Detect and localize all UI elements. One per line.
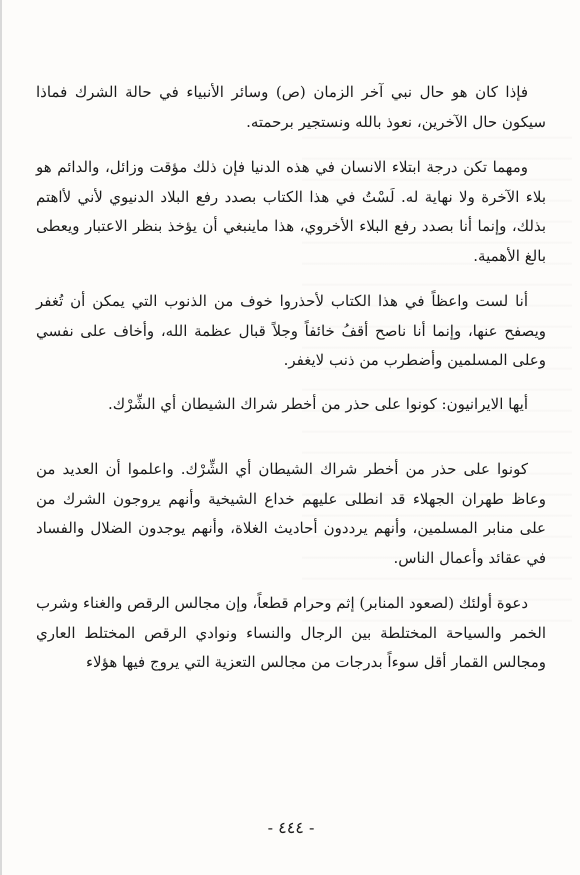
paragraph-4: أيها الايرانيون: كونوا على حذر من أخطر شراك الشيطان أي الشِّرْك. [108, 394, 528, 413]
paragraph-5: كونوا على حذر من أخطر شراك الشيطان أي الشِّرْك. واعلموا أن العديد من وعاظ طهران الجهلاء قد انطلى عليهم خداع الشيخية وأنهم يروجون الشرك من على منابر المسلمين، وأنهم يرددون أحاديث الغلاة، وأنهم يوجدون الضلال والفساد في عقائد وأعمال الناس. [36, 460, 546, 567]
body-text [36, 78, 546, 678]
paragraph-1: فإذا كان هو حال نبي آخر الزمان (ص) وسائر الأنبياء في حالة الشرك فماذا سيكون حال الآخرين، نعوذ بالله ونستجير برحمته. [36, 83, 546, 131]
paragraph-3: أنا لست واعظاً في هذا الكتاب لأحذروا خوف من الذنوب التي يمكن أن تُغفر ويصفح عنها، وإنما أنا ناصح أقفُ خائفاً وجلاً قبال عظمة الله، وأخاف على نفسي وعلى المسلمين وأضطرب من ذنب لايغفر. [36, 292, 546, 369]
page-number: - ٤٤٤ - [267, 818, 315, 837]
paragraph-6: دعوة أولئك (لصعود المنابر) إثم وحرام قطعاً، وإن مجالس الرقص والغناء وشرب الخمر والسياحة المختلطة بين الرجال والنساء ونوادي الرقص المختلط العاري ومجالس القمار أقل سوءاً بدرجات من مجالس التعزية التي يروج فيها هؤلاء [36, 594, 546, 671]
paragraph-2: ومهما تكن درجة ابتلاء الانسان في هذه الدنيا فإن ذلك مؤقت وزائل، والدائم هو بلاء الآخرة ولا نهاية له. لَسْتُ في هذا الكتاب بصدد رفع البلاد الدنيوي لأني لأاهتم بذلك، وإنما أنا بصدد رفع البلاء الأخروي، هذا ماينبغي أن يؤخذ بنظر الاعتبار ويعطى بالغ الأهمية. [36, 158, 546, 265]
